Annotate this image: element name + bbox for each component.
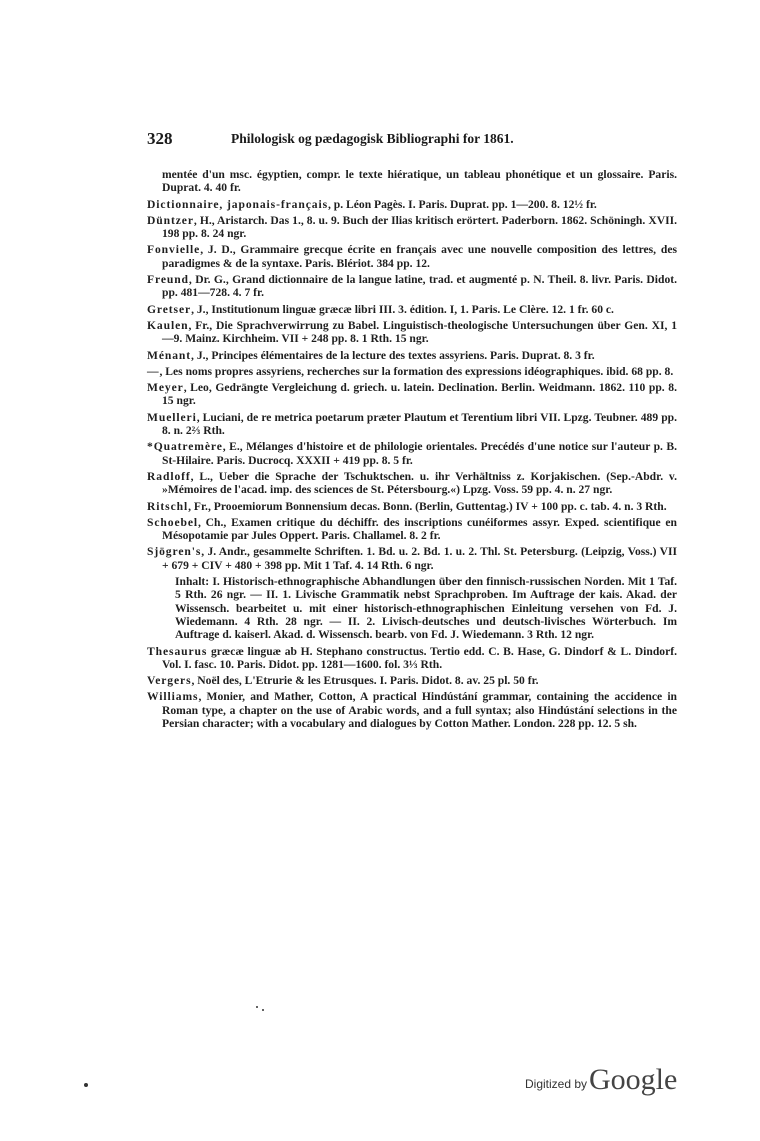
entry-author: Freund [147, 273, 189, 287]
entry-author: Fonvielle [147, 243, 201, 257]
bibliography-entry [147, 303, 677, 316]
entry-author: Gretser [147, 302, 192, 316]
entry-author: Düntzer [147, 213, 194, 227]
bibliography-entries [147, 168, 677, 733]
entry-text: , J., Institutionum linguæ græcæ libri III. 3. édition. I, 1. Paris. Le Clère. 12. 1 fr. 60 c. [191, 302, 614, 316]
entry-author: Radloff [147, 469, 191, 483]
entry-text: , Monier, and Mather, Cotton, A practical Hindústání grammar, containing the accidence in Roman type, a chapter on the use of Arabic words, and a full syntax; also Hindústání selections in the Persian character; with a vocabulary and dialogues by Cotton Mather. London. 228 pp. 12. 5 sh. [162, 690, 677, 730]
scan-speck [256, 1006, 258, 1008]
bibliography-entry [147, 645, 677, 672]
bibliography-entry [147, 470, 677, 497]
entry-text: , J., Principes élémentaires de la lecture des textes assyriens. Paris. Duprat. 8. 3 fr. [191, 348, 595, 362]
entry-author: Dictionnaire, japonais-français [147, 197, 328, 211]
page-number: 328 [147, 129, 173, 148]
running-title: Philologisk og pædagogisk Bibliographi for 1861. [231, 131, 514, 146]
bibliography-entry [147, 545, 677, 572]
entry-text: , p. Léon Pagès. I. Paris. Duprat. pp. 1—200. 8. 12½ fr. [327, 197, 597, 211]
bibliography-entry [147, 214, 677, 241]
entry-author: Schoebel [147, 515, 198, 529]
bibliography-entry [147, 516, 677, 543]
entry-text: græcæ linguæ ab H. Stephano constructus. Tertio edd. C. B. Hase, G. Dindorf & L. Dindorf. Vol. I. fasc. 10. Paris. Didot. pp. 1281—1600. fol. 3⅓ Rth. [162, 644, 677, 671]
bibliography-entry [147, 381, 677, 408]
entry-text: , Leo, Gedrängte Vergleichung d. griech. u. latein. Declination. Berlin. Weidmann. 1862. 110 pp. 8. 15 ngr. [162, 381, 677, 408]
entry-author: Ritschl [147, 499, 189, 513]
entry-author: *Quatremère [147, 440, 223, 454]
entry-author: Ménant [147, 348, 192, 362]
bibliography-entry [147, 273, 677, 300]
bibliography-entry [147, 500, 677, 513]
entry-author: Sjögren's [147, 545, 202, 559]
entry-author: Vergers [147, 674, 192, 688]
entry-text: mentée d'un msc. égyptien, compr. le texte hiératique, un tableau phonétique et un glossaire. Paris. Duprat. 4. 40 fr. [162, 168, 677, 195]
entry-text: , Dr. G., Grand dictionnaire de la langue latine, trad. et augmenté p. N. Theil. 8. livr. Paris. Didot. pp. 481—728. 4. 7 fr. [162, 273, 677, 300]
bibliography-entry [147, 168, 677, 195]
entry-author: Williams [147, 690, 199, 704]
entry-text: , Noël des, L'Etrurie & les Etrusques. I. Paris. Didot. 8. av. 25 pl. 50 fr. [191, 674, 539, 688]
bibliography-entry [147, 349, 677, 362]
entry-author: — [147, 364, 160, 378]
entry-text: , E., Mélanges d'histoire et de philologie orientales. Precédés d'une notice sur l'auteur p. B. St-Hilaire. Paris. Ducrocq. XXXII + 419 pp. 8. 5 fr. [162, 440, 677, 467]
entry-note [147, 575, 677, 641]
entry-text: , Les noms propres assyriens, recherches sur la formation des expressions idéographiques. ibid. 68 pp. 8. [159, 364, 674, 378]
scan-speck [84, 1083, 88, 1087]
entry-author: Meyer [147, 381, 184, 395]
bibliography-entry [147, 690, 677, 730]
bibliography-entry [147, 319, 677, 346]
entry-author: Kaulen [147, 318, 189, 332]
digitized-by-label: Digitized by [525, 1077, 588, 1091]
bibliography-entry [147, 440, 677, 467]
entry-text: , Fr., Die Sprachverwirrung zu Babel. Linguistisch-theologische Untersuchungen über Gen. XI, 1—9. Mainz. Kirchheim. VII + 248 pp. 8. 1 Rth. 15 ngr. [162, 318, 677, 346]
page-header [147, 129, 687, 151]
entry-author: Thesaurus [147, 644, 208, 658]
entry-text: , L., Ueber die Sprache der Tschuktschen. u. ihr Verhältniss z. Korjakischen. (Sep.-Abdr. v. »Mémoires de l'acad. imp. des sciences de St. Pétersbourg.«) Lpzg. Voss. 59 pp. 4. n. 27 ngr. [162, 469, 677, 497]
bibliography-entry [147, 243, 677, 270]
entry-author: Muelleri [147, 410, 197, 424]
bibliography-entry [147, 674, 677, 687]
bibliography-entry [147, 198, 677, 211]
scan-speck [262, 1009, 264, 1011]
entry-text: Inhalt: I. Historisch-ethnographische Abhandlungen über den finnisch-russischen Norden. Mit 1 Taf. 5 Rth. 26 ngr. — II. 1. Livische Grammatik nebst Sprachproben. Im Auftrage der kais. Akad. der Wissensch. bearbeitet u. mit einer historisch-ethnographischen Einleitung versehen von Fd. J. Wiedemann. 4 Rth. 28 ngr. — II. 2. Livisch-deutsches und deutsch-livisches Wörterbuch. Im Auftrage d. kaiserl. Akad. d. Wissensch. bearb. von Fd. J. Wiedemann. 3 Rth. 12 ngr. [175, 575, 677, 642]
entry-text: , Fr., Prooemiorum Bonnensium decas. Bonn. (Berlin, Guttentag.) IV + 100 pp. c. tab. 4. n. 3 Rth. [188, 499, 667, 513]
bibliography-entry [147, 365, 677, 378]
entry-text: , H., Aristarch. Das 1., 8. u. 9. Buch der Ilias kritisch erörtert. Paderborn. 1862. Schöningh. XVII. 198 pp. 8. 24 ngr. [162, 213, 677, 241]
entry-text: , Ch., Examen critique du déchiffr. des inscriptions cunéiformes assyr. Exped. scientifique en Mésopotamie par Jules Oppert. Paris. Challamel. 8. 2 fr. [162, 515, 677, 543]
google-logo: Google [589, 1063, 678, 1096]
entry-text: , J. Andr., gesammelte Schriften. 1. Bd. u. 2. Bd. 1. u. 2. Thl. St. Petersburg. (Leipzig, Voss.) VII + 679 + CIV + 480 + 398 pp. Mit 1 Taf. 4. 14 Rth. 6 ngr. [162, 545, 677, 572]
entry-text: , Luciani, de re metrica poetarum præter Plautum et Terentium libri VII. Lpzg. Teubner. 489 pp. 8. n. 2⅔ Rth. [162, 410, 677, 438]
entry-text: , J. D., Grammaire grecque écrite en français avec une nouvelle composition des lettres, des paradigmes & de la syntaxe. Paris. Blériot. 384 pp. 12. [162, 243, 677, 270]
bibliography-entry [147, 411, 677, 438]
